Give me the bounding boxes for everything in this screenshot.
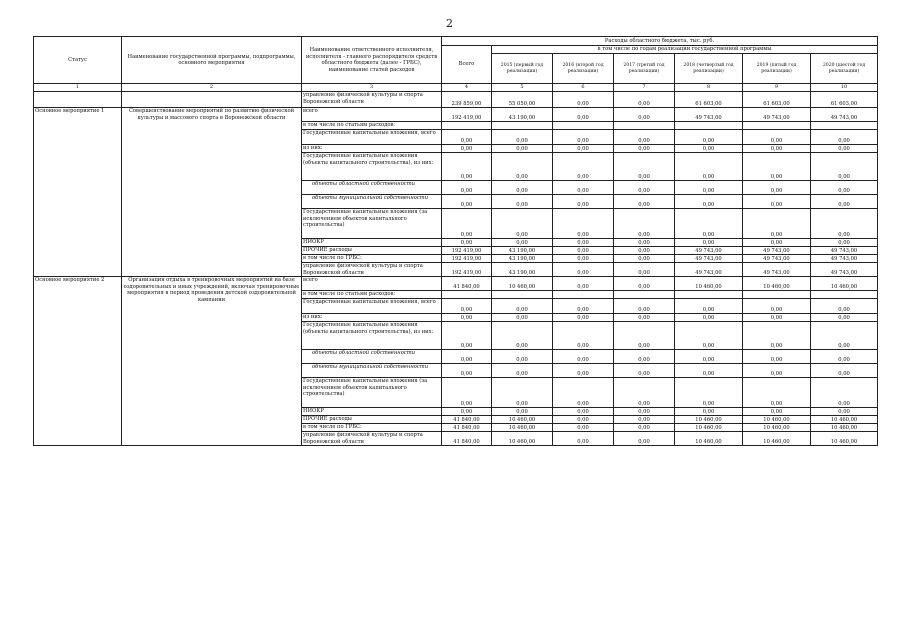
value-cell: 0,00 [614, 145, 675, 153]
value-cell: 0,00 [442, 408, 492, 416]
value-cell [553, 291, 614, 299]
value-cell: 0,00 [492, 181, 553, 195]
value-cell: 0,00 [743, 239, 811, 247]
value-cell: 10 460,00 [811, 277, 878, 291]
header-total: Всего [442, 46, 492, 84]
row-label: Государственные капитальные вложения (за исключением объектов капитального строительства) [302, 378, 442, 408]
empty-cell [122, 92, 302, 108]
value-cell: 0,00 [553, 181, 614, 195]
value-cell: 0,00 [743, 408, 811, 416]
value-cell: 0,00 [811, 378, 878, 408]
value-cell: 0,00 [614, 408, 675, 416]
value-cell: 10 460,00 [492, 416, 553, 424]
block-status-2: Основное мероприятие 2 [34, 277, 122, 446]
value-cell: 41 840,00 [442, 416, 492, 424]
value-cell: 0,00 [675, 239, 743, 247]
value-cell: 0,00 [442, 322, 492, 350]
value-cell: 10 460,00 [492, 432, 553, 446]
value-cell: 41 840,00 [442, 432, 492, 446]
value-cell: 0,00 [614, 247, 675, 255]
value-cell: 10 460,00 [743, 432, 811, 446]
value-cell: 0,00 [614, 239, 675, 247]
value-cell: 0,00 [743, 378, 811, 408]
value-cell: 0,00 [442, 209, 492, 239]
value-cell: 0,00 [811, 350, 878, 364]
value-cell: 0,00 [553, 424, 614, 432]
value-cell: 192 419,00 [442, 263, 492, 277]
value-cell: 192 419,00 [442, 247, 492, 255]
header-year-3: 2017 (третий год реализации) [614, 54, 675, 84]
value-cell: 0,00 [743, 130, 811, 145]
value-cell: 0,00 [614, 416, 675, 424]
value-cell: 0,00 [743, 322, 811, 350]
value-cell: 43 190,00 [492, 255, 553, 263]
column-index: 9 [743, 84, 811, 92]
value-cell: 49 743,00 [675, 108, 743, 122]
value-cell: 0,00 [492, 350, 553, 364]
value-cell: 0,00 [442, 239, 492, 247]
value-cell: 49 743,00 [743, 263, 811, 277]
row-label: ПРОЧИЕ расходы [302, 416, 442, 424]
value-cell: 0,00 [442, 350, 492, 364]
row-label: НИОКР [302, 239, 442, 247]
value-cell: 10 460,00 [492, 424, 553, 432]
value-cell: 43 190,00 [492, 263, 553, 277]
value-cell: 49 743,00 [675, 255, 743, 263]
header-year-2: 2016 (второй год реализации) [553, 54, 614, 84]
column-index: 7 [614, 84, 675, 92]
value-cell: 0,00 [553, 322, 614, 350]
value-cell: 0,00 [553, 92, 614, 108]
value-cell [614, 122, 675, 130]
value-cell: 0,00 [553, 195, 614, 209]
column-index: 10 [811, 84, 878, 92]
value-cell: 0,00 [614, 255, 675, 263]
value-cell: 0,00 [675, 181, 743, 195]
value-cell: 49 743,00 [743, 247, 811, 255]
value-cell: 0,00 [614, 322, 675, 350]
value-cell: 0,00 [811, 364, 878, 378]
header-executor: Наименование ответственного исполнителя, исполнителя - главного распорядителя средств областного бюджета (далее - ГРБС), наименование статей расходов [302, 37, 442, 84]
value-cell: 0,00 [492, 322, 553, 350]
row-label: всего [302, 277, 442, 291]
value-cell: 0,00 [811, 239, 878, 247]
value-cell: 49 743,00 [675, 247, 743, 255]
value-cell: 0,00 [743, 195, 811, 209]
value-cell: 0,00 [614, 108, 675, 122]
value-cell: 0,00 [811, 209, 878, 239]
value-cell: 0,00 [492, 364, 553, 378]
value-cell: 0,00 [743, 209, 811, 239]
value-cell: 0,00 [492, 195, 553, 209]
value-cell: 0,00 [614, 432, 675, 446]
value-cell: 10 460,00 [811, 424, 878, 432]
value-cell: 10 460,00 [743, 424, 811, 432]
table-row [34, 108, 878, 122]
value-cell: 0,00 [553, 209, 614, 239]
row-label: из них: [302, 145, 442, 153]
value-cell: 49 743,00 [811, 255, 878, 263]
header-year-1: 2015 (первый год реализации) [492, 54, 553, 84]
value-cell: 0,00 [553, 239, 614, 247]
value-cell: 0,00 [614, 378, 675, 408]
row-label: Государственные капитальные вложения, всего [302, 299, 442, 314]
column-index: 1 [34, 84, 122, 92]
empty-cell [34, 92, 122, 108]
row-label: из них: [302, 314, 442, 322]
row-label: ПРОЧИЕ расходы [302, 247, 442, 255]
value-cell: 0,00 [614, 350, 675, 364]
value-cell: 0,00 [675, 299, 743, 314]
value-cell: 0,00 [553, 153, 614, 181]
row-label: управление физической культуры и спорта Воронежской области [302, 92, 442, 108]
row-label: объекты областной собственности [302, 350, 442, 364]
value-cell: 0,00 [675, 378, 743, 408]
value-cell: 0,00 [675, 350, 743, 364]
column-index: 6 [553, 84, 614, 92]
value-cell: 0,00 [614, 181, 675, 195]
header-program: Наименование государственной программы, подпрограммы, основного мероприятия [122, 37, 302, 84]
value-cell: 61 603,00 [811, 92, 878, 108]
value-cell: 0,00 [553, 277, 614, 291]
header-year-6: 2020 (шестой год реализации) [811, 54, 878, 84]
value-cell: 10 460,00 [811, 416, 878, 424]
table-row [34, 277, 878, 291]
value-cell: 0,00 [811, 130, 878, 145]
value-cell [553, 122, 614, 130]
value-cell: 0,00 [675, 364, 743, 378]
value-cell: 0,00 [492, 130, 553, 145]
block-status-1: Основное мероприятие 1 [34, 108, 122, 277]
value-cell: 43 190,00 [492, 108, 553, 122]
value-cell: 0,00 [811, 322, 878, 350]
value-cell [442, 291, 492, 299]
value-cell: 0,00 [442, 299, 492, 314]
value-cell [442, 122, 492, 130]
value-cell: 0,00 [553, 108, 614, 122]
block-name-1: Совершенствование мероприятий по развитию физической культуры и массового спорта в Воронежской области [122, 108, 302, 277]
value-cell: 0,00 [743, 350, 811, 364]
value-cell: 0,00 [811, 195, 878, 209]
value-cell [743, 122, 811, 130]
row-label: в том числе по статьям расходов: [302, 291, 442, 299]
value-cell: 41 840,00 [442, 424, 492, 432]
value-cell: 10 460,00 [811, 432, 878, 446]
value-cell: 0,00 [743, 314, 811, 322]
column-index: 5 [492, 84, 553, 92]
value-cell: 10 460,00 [675, 277, 743, 291]
value-cell: 0,00 [492, 314, 553, 322]
value-cell [675, 291, 743, 299]
value-cell [614, 291, 675, 299]
value-cell: 0,00 [675, 209, 743, 239]
value-cell: 0,00 [811, 153, 878, 181]
value-cell: 0,00 [553, 314, 614, 322]
value-cell: 0,00 [442, 130, 492, 145]
value-cell: 0,00 [675, 153, 743, 181]
value-cell: 10 460,00 [675, 432, 743, 446]
value-cell: 0,00 [675, 322, 743, 350]
row-label: объекты областной собственности [302, 181, 442, 195]
value-cell: 0,00 [743, 145, 811, 153]
value-cell: 55 050,00 [492, 92, 553, 108]
value-cell: 0,00 [743, 181, 811, 195]
value-cell: 0,00 [614, 195, 675, 209]
value-cell: 0,00 [553, 350, 614, 364]
value-cell: 0,00 [442, 195, 492, 209]
value-cell: 41 840,00 [442, 277, 492, 291]
page-number: 2 [446, 17, 453, 30]
column-index: 8 [675, 84, 743, 92]
value-cell: 0,00 [492, 408, 553, 416]
value-cell [743, 291, 811, 299]
value-cell: 10 460,00 [743, 277, 811, 291]
value-cell: 10 460,00 [492, 277, 553, 291]
value-cell [492, 122, 553, 130]
value-cell: 10 460,00 [675, 424, 743, 432]
value-cell: 0,00 [743, 364, 811, 378]
value-cell: 0,00 [553, 432, 614, 446]
value-cell: 0,00 [675, 195, 743, 209]
value-cell: 0,00 [553, 416, 614, 424]
value-cell: 0,00 [614, 277, 675, 291]
budget-table [33, 36, 878, 446]
row-label: объекты муниципальной собственности [302, 364, 442, 378]
value-cell: 0,00 [553, 263, 614, 277]
value-cell: 0,00 [675, 145, 743, 153]
value-cell: 0,00 [811, 145, 878, 153]
value-cell: 0,00 [442, 153, 492, 181]
header-year-5: 2019 (пятый год реализации) [743, 54, 811, 84]
value-cell: 49 743,00 [811, 263, 878, 277]
value-cell: 61 603,00 [675, 92, 743, 108]
row-label: в том числе по ГРБС: [302, 424, 442, 432]
row-label: всего [302, 108, 442, 122]
block-name-2: Организация отдыха в тренировочных мероприятий на базе оздоровительных и иных учреждений, включая тренировочные мероприятия в период проведения детской оздоровительной кампании [122, 277, 302, 446]
value-cell: 0,00 [553, 255, 614, 263]
header-year-4: 2018 (четвертый год реализации) [675, 54, 743, 84]
value-cell: 0,00 [811, 299, 878, 314]
value-cell: 0,00 [553, 408, 614, 416]
table-row [34, 92, 878, 108]
value-cell: 0,00 [492, 378, 553, 408]
value-cell: 0,00 [442, 364, 492, 378]
row-label: НИОКР [302, 408, 442, 416]
value-cell: 0,00 [553, 130, 614, 145]
header-status: Статус [34, 37, 122, 84]
value-cell: 0,00 [492, 299, 553, 314]
value-cell: 192 419,00 [442, 255, 492, 263]
value-cell: 0,00 [553, 247, 614, 255]
value-cell: 192 419,00 [442, 108, 492, 122]
value-cell: 0,00 [743, 299, 811, 314]
value-cell [811, 122, 878, 130]
value-cell: 0,00 [811, 314, 878, 322]
value-cell: 0,00 [442, 145, 492, 153]
value-cell: 0,00 [614, 424, 675, 432]
row-label: управление физической культуры и спорта Воронежской области [302, 432, 442, 446]
row-label: в том числе по статьям расходов: [302, 122, 442, 130]
value-cell: 49 743,00 [811, 108, 878, 122]
value-cell: 239 859,00 [442, 92, 492, 108]
value-cell: 0,00 [614, 314, 675, 322]
value-cell: 0,00 [442, 181, 492, 195]
value-cell: 0,00 [553, 299, 614, 314]
value-cell: 0,00 [492, 153, 553, 181]
row-label: в том числе по ГРБС: [302, 255, 442, 263]
row-label: управление физической культуры и спорта Воронежской области [302, 263, 442, 277]
value-cell: 0,00 [614, 92, 675, 108]
value-cell: 0,00 [492, 145, 553, 153]
value-cell: 0,00 [614, 263, 675, 277]
value-cell: 0,00 [492, 209, 553, 239]
value-cell: 0,00 [553, 378, 614, 408]
value-cell: 0,00 [811, 408, 878, 416]
value-cell: 0,00 [492, 239, 553, 247]
row-label: объекты муниципальной собственности [302, 195, 442, 209]
value-cell: 0,00 [743, 153, 811, 181]
value-cell: 0,00 [614, 153, 675, 181]
column-index: 4 [442, 84, 492, 92]
value-cell: 0,00 [675, 314, 743, 322]
row-label: Государственные капитальные вложения, всего [302, 130, 442, 145]
value-cell: 0,00 [614, 209, 675, 239]
column-index: 2 [122, 84, 302, 92]
value-cell: 0,00 [442, 378, 492, 408]
row-label: Государственные капитальные вложения (за исключением объектов капитального строительства) [302, 209, 442, 239]
value-cell: 0,00 [614, 299, 675, 314]
row-label: Государственные капитальные вложения (объекты капитального строительства), из них: [302, 153, 442, 181]
value-cell: 43 190,00 [492, 247, 553, 255]
value-cell: 0,00 [442, 314, 492, 322]
value-cell [675, 122, 743, 130]
column-index: 3 [302, 84, 442, 92]
row-label: Государственные капитальные вложения (объекты капитального строительства), из них: [302, 322, 442, 350]
value-cell: 49 743,00 [675, 263, 743, 277]
value-cell: 49 743,00 [811, 247, 878, 255]
value-cell: 0,00 [553, 364, 614, 378]
header-expenses: Расходы областного бюджета, тыс. руб. [442, 37, 878, 46]
value-cell: 10 460,00 [743, 416, 811, 424]
value-cell: 0,00 [614, 364, 675, 378]
value-cell [492, 291, 553, 299]
header-by-year: в том числе по годам реализации государственной программы [492, 46, 878, 54]
value-cell: 49 743,00 [743, 108, 811, 122]
value-cell: 0,00 [811, 181, 878, 195]
value-cell: 0,00 [675, 130, 743, 145]
value-cell: 0,00 [553, 145, 614, 153]
value-cell: 0,00 [675, 408, 743, 416]
value-cell [811, 291, 878, 299]
value-cell: 49 743,00 [743, 255, 811, 263]
value-cell: 0,00 [614, 130, 675, 145]
value-cell: 10 460,00 [675, 416, 743, 424]
value-cell: 61 603,00 [743, 92, 811, 108]
